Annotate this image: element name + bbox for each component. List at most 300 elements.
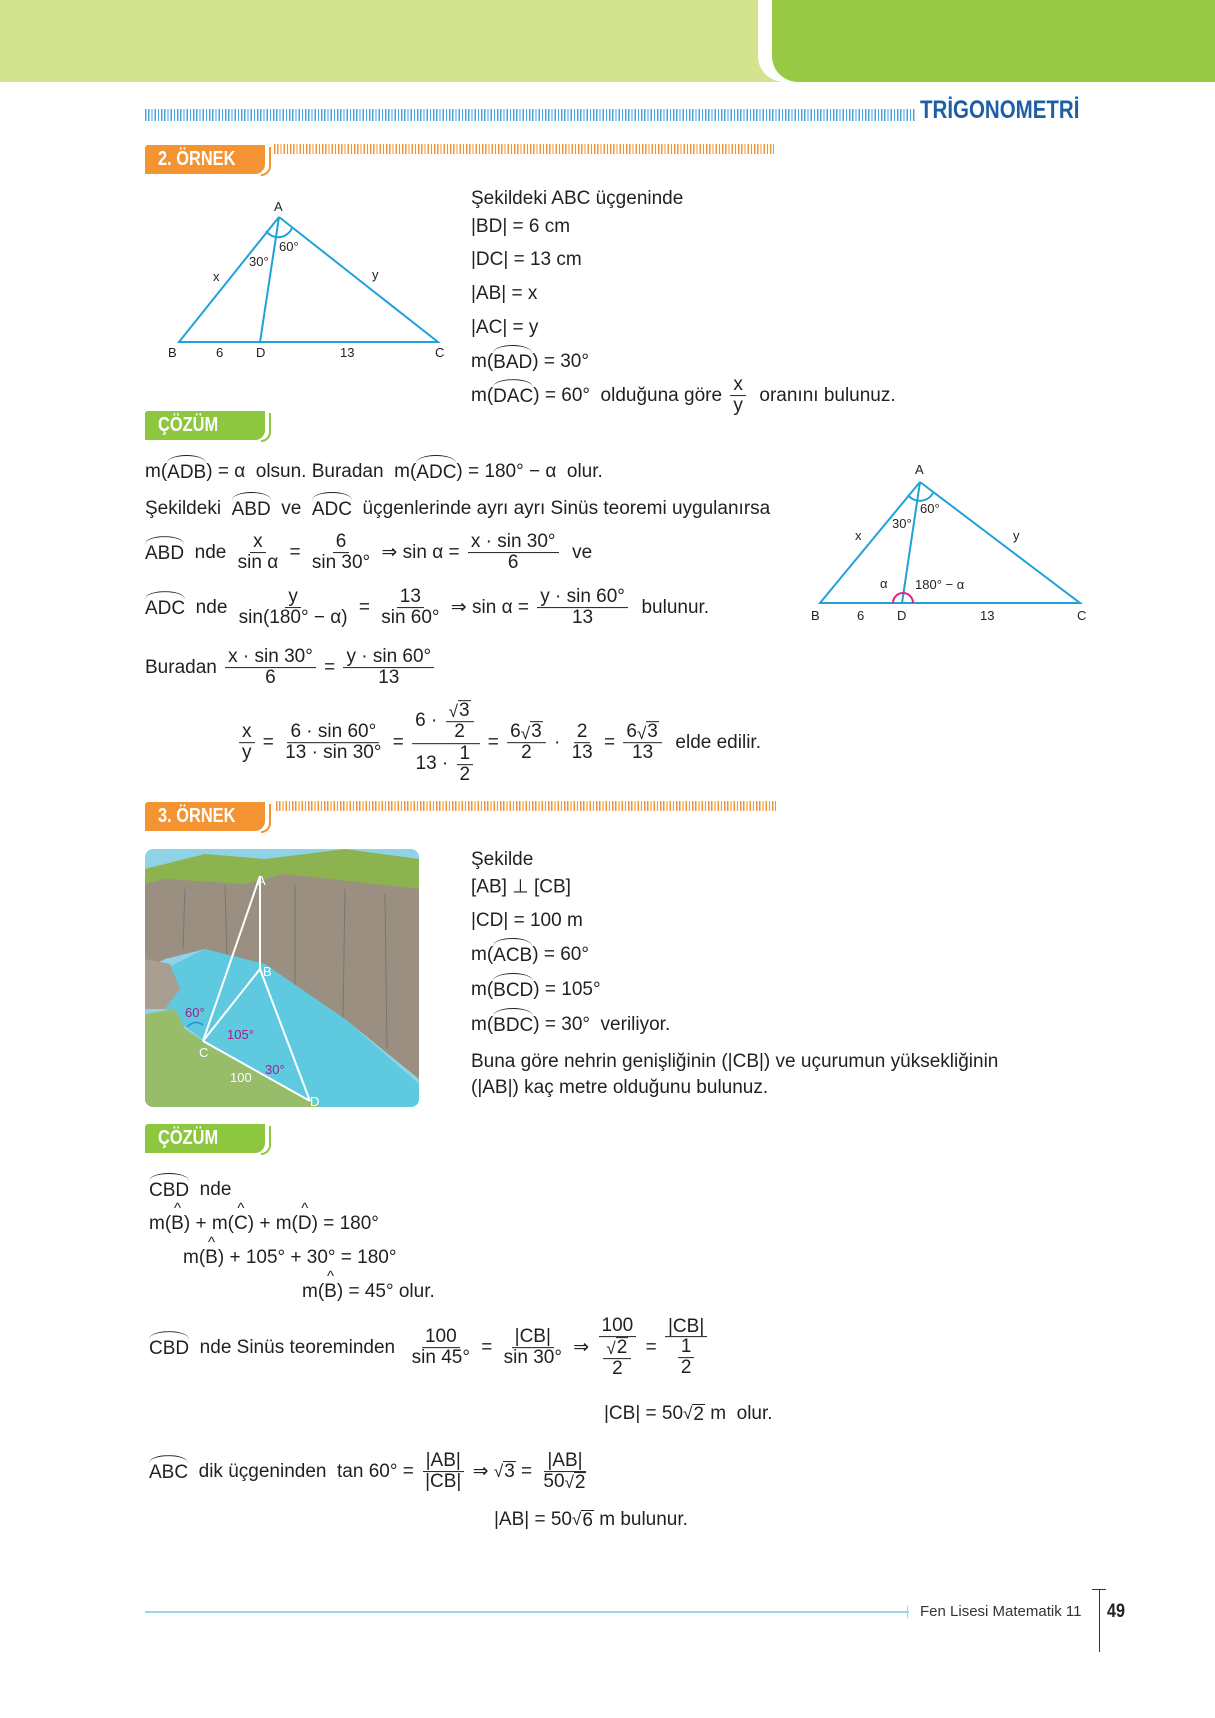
example-3-dotted-rule bbox=[276, 801, 776, 811]
label-bd: 6 bbox=[216, 345, 224, 360]
math-text: elde edilir. bbox=[664, 732, 761, 753]
fraction bbox=[282, 722, 384, 764]
math-text: 6 · sin 60° bbox=[290, 721, 377, 743]
denominator bbox=[629, 744, 656, 765]
label-c: C bbox=[199, 1045, 209, 1060]
math-text: ) = 30° bbox=[532, 351, 589, 372]
label-y: y bbox=[372, 267, 379, 282]
numerator bbox=[287, 722, 379, 743]
label-c: C bbox=[1077, 608, 1087, 623]
denominator bbox=[457, 765, 474, 786]
math-text: |AB| bbox=[425, 1450, 461, 1472]
math-text: ve bbox=[561, 541, 593, 563]
math-text: x bbox=[733, 374, 743, 396]
radicand: 2 bbox=[693, 1403, 704, 1425]
fraction bbox=[537, 587, 628, 629]
label-x: x bbox=[855, 528, 862, 543]
denominator bbox=[239, 743, 255, 764]
angle-arc-notation: ADB bbox=[167, 462, 207, 483]
math-text: Buna göre nehrin genişliğinin (|CB|) ve uçurumun yüksekliğinin bbox=[471, 1051, 999, 1072]
denominator bbox=[672, 1338, 701, 1380]
math-group bbox=[543, 1472, 586, 1493]
denominator bbox=[569, 608, 596, 629]
math-text: m( bbox=[149, 1213, 172, 1234]
math-text: (|AB|) kaç metre olduğunu bulunuz. bbox=[471, 1077, 769, 1098]
header-band-light bbox=[0, 0, 790, 82]
math-text: ) = 60° bbox=[532, 944, 589, 965]
numerator bbox=[730, 375, 746, 396]
numerator bbox=[423, 1451, 464, 1472]
numerator bbox=[457, 744, 474, 765]
angle-hat-notation: ^ C bbox=[234, 1213, 248, 1235]
label-angle-30: 30° bbox=[249, 254, 269, 269]
math-text: x · sin 30° bbox=[470, 531, 556, 553]
angle-hat-notation: ^ D bbox=[298, 1213, 312, 1235]
label-a: A bbox=[257, 873, 266, 888]
math-text: x · sin 30° bbox=[228, 646, 313, 668]
formula-line bbox=[302, 1281, 435, 1303]
label-b: B bbox=[168, 345, 177, 360]
denominator bbox=[378, 608, 442, 629]
denominator bbox=[375, 668, 402, 689]
radicand: 2 bbox=[574, 1472, 586, 1493]
numerator bbox=[574, 722, 591, 743]
math-text: sin 60° bbox=[381, 607, 440, 629]
formula-line bbox=[471, 216, 570, 238]
math-text: dik üçgeninden tan 60° = bbox=[188, 1461, 420, 1482]
math-text: = bbox=[284, 541, 306, 563]
numerator bbox=[412, 700, 479, 744]
label-x: x bbox=[213, 269, 220, 284]
numerator bbox=[678, 1338, 695, 1359]
math-group bbox=[416, 744, 477, 786]
math-text: 13 bbox=[399, 586, 421, 608]
fraction bbox=[603, 1337, 631, 1380]
math-text: m bulunur. bbox=[593, 1509, 688, 1530]
square-root bbox=[606, 1337, 628, 1358]
formula-line bbox=[471, 249, 582, 271]
angle-hat-notation: ^ B bbox=[324, 1281, 337, 1303]
math-text: Şekildeki ABC üçgeninde bbox=[471, 188, 684, 209]
formula-line bbox=[604, 1403, 773, 1425]
numerator bbox=[333, 532, 350, 553]
math-text: 6 bbox=[626, 721, 637, 743]
header-dotted-rule bbox=[145, 109, 915, 121]
math-text: = bbox=[482, 732, 505, 753]
formula-line bbox=[471, 375, 896, 417]
formula-line bbox=[471, 350, 589, 374]
angle-arc-notation: ABD bbox=[231, 499, 271, 520]
numerator bbox=[285, 587, 301, 608]
fraction bbox=[239, 722, 255, 764]
formula-line bbox=[471, 849, 533, 871]
header-band-dark bbox=[772, 0, 1215, 82]
triangle-figure-1 bbox=[160, 195, 460, 365]
math-text: y bbox=[733, 395, 743, 417]
math-text: = bbox=[475, 1336, 498, 1358]
radical-sign: √ bbox=[636, 723, 647, 743]
fraction bbox=[225, 647, 316, 689]
formula-line bbox=[145, 532, 592, 574]
math-text: sin 30° bbox=[503, 1347, 562, 1369]
math-text: |CB| bbox=[668, 1315, 705, 1337]
angle-hat-notation: ^ B bbox=[171, 1213, 184, 1235]
fraction bbox=[236, 587, 351, 629]
radical-sign: √ bbox=[493, 1462, 504, 1482]
math-text: ⇒ bbox=[467, 1461, 494, 1483]
math-text: m( bbox=[145, 461, 168, 482]
radical-sign: √ bbox=[572, 1510, 582, 1530]
math-text: nde bbox=[184, 541, 232, 563]
square-root bbox=[494, 1462, 516, 1483]
fraction bbox=[457, 744, 474, 786]
math-text: = bbox=[353, 596, 376, 618]
chapter-title: TRİGONOMETRİ bbox=[920, 96, 1080, 124]
numerator bbox=[537, 587, 628, 608]
math-text: 6 bbox=[507, 552, 519, 574]
math-text: ) = 105° bbox=[533, 979, 601, 1000]
numerator bbox=[239, 722, 255, 743]
math-text: nde bbox=[189, 1179, 232, 1200]
numerator bbox=[507, 722, 546, 744]
radicand: 3 bbox=[647, 721, 658, 743]
denominator bbox=[501, 1348, 565, 1369]
formula-line bbox=[149, 1213, 379, 1235]
math-text: 6 bbox=[265, 667, 276, 689]
math-text: |CB| bbox=[425, 1471, 462, 1493]
fraction bbox=[597, 1316, 637, 1380]
math-text: = bbox=[598, 732, 621, 753]
math-text: ) + 105° + 30° = 180° bbox=[217, 1247, 397, 1268]
math-text: m( bbox=[302, 1281, 325, 1302]
radical-sign: √ bbox=[520, 723, 531, 743]
math-text: Şekilde bbox=[471, 849, 534, 870]
label-bd: 6 bbox=[857, 608, 865, 623]
label-angle-105: 105° bbox=[227, 1027, 254, 1042]
angle-arc-notation: DAC bbox=[493, 385, 534, 407]
math-text: |AC| = y bbox=[471, 317, 539, 338]
numerator bbox=[446, 700, 474, 722]
math-text: 2 bbox=[612, 1357, 623, 1379]
math-text: ⇒ sin α = bbox=[445, 597, 535, 619]
page-number: 49 bbox=[1107, 1601, 1125, 1622]
label-angle-30: 30° bbox=[265, 1062, 285, 1077]
fraction bbox=[343, 647, 434, 689]
numerator bbox=[250, 532, 266, 553]
math-text: m( bbox=[471, 944, 494, 965]
formula-line bbox=[471, 317, 538, 339]
formula-line bbox=[145, 647, 437, 689]
math-text: y · sin 60° bbox=[540, 586, 625, 608]
formula-line bbox=[471, 978, 601, 1002]
formula-line bbox=[471, 1013, 670, 1037]
fraction bbox=[665, 1317, 707, 1380]
fraction bbox=[468, 532, 559, 574]
numerator bbox=[603, 1337, 631, 1359]
fraction bbox=[235, 532, 282, 574]
formula-line bbox=[471, 876, 571, 899]
angle-arc-notation: ABC bbox=[149, 1462, 189, 1483]
fraction bbox=[730, 375, 746, 417]
radicand: 6 bbox=[582, 1509, 593, 1531]
angle-arc-notation: CBD bbox=[149, 1180, 190, 1201]
math-text: ⇒ bbox=[567, 1337, 595, 1359]
angle-arc-notation: BDC bbox=[493, 1015, 534, 1036]
formula-line bbox=[471, 283, 537, 305]
fraction bbox=[623, 722, 662, 765]
label-c: C bbox=[435, 345, 445, 360]
math-text: 13 bbox=[378, 667, 400, 689]
numerator bbox=[422, 1327, 460, 1348]
math-text: |CB| bbox=[514, 1326, 551, 1348]
math-text: 13 · sin 30° bbox=[285, 742, 382, 764]
angle-arc-notation: ADC bbox=[145, 597, 186, 619]
denominator bbox=[409, 1348, 473, 1369]
formula-line bbox=[149, 1451, 592, 1493]
radicand: 3 bbox=[531, 721, 542, 743]
square-root bbox=[521, 722, 543, 743]
math-text: m( bbox=[471, 351, 494, 372]
label-a: A bbox=[915, 462, 924, 477]
fraction bbox=[540, 1451, 589, 1493]
math-text: ve bbox=[270, 498, 312, 519]
math-text: x bbox=[253, 531, 263, 553]
label-d: D bbox=[310, 1094, 320, 1107]
math-text: 6 bbox=[335, 531, 347, 553]
math-text: 100 bbox=[424, 1326, 457, 1348]
label-dc: 13 bbox=[340, 345, 355, 360]
angle-arc-notation: ABD bbox=[145, 542, 185, 564]
math-text: sin 30° bbox=[311, 552, 371, 574]
solution-3-badge: ÇÖZÜM bbox=[145, 1124, 265, 1153]
math-text: nde Sinüs teoreminden bbox=[189, 1336, 406, 1358]
formula-line bbox=[145, 460, 603, 484]
formula-line bbox=[183, 1247, 396, 1269]
math-text: = bbox=[257, 732, 280, 753]
denominator bbox=[413, 744, 480, 786]
denominator bbox=[422, 1472, 464, 1493]
math-text: Şekildeki bbox=[145, 498, 232, 519]
angle-arc-notation: BCD bbox=[493, 980, 534, 1001]
numerator bbox=[225, 647, 316, 668]
math-text: 13 bbox=[571, 607, 594, 629]
radicand: 2 bbox=[616, 1337, 628, 1359]
formula-line bbox=[471, 188, 683, 210]
math-text: 6 bbox=[510, 721, 521, 743]
math-text: |DC| = 13 cm bbox=[471, 249, 582, 270]
math-text: ) + m( bbox=[183, 1213, 234, 1234]
math-text: bulunur. bbox=[630, 596, 710, 618]
numerator bbox=[599, 1316, 637, 1337]
math-text: y · sin 60° bbox=[346, 646, 432, 668]
math-text: [AB] ⊥ [CB] bbox=[471, 876, 571, 898]
denominator bbox=[505, 553, 522, 574]
fraction bbox=[569, 722, 596, 764]
math-text: 2 bbox=[576, 721, 588, 743]
math-text: = bbox=[318, 656, 341, 678]
math-text: |AB| = 50 bbox=[494, 1509, 573, 1530]
math-text: ⇒ sin α = bbox=[376, 542, 465, 564]
label-d: D bbox=[256, 345, 266, 360]
formula-line bbox=[471, 1077, 768, 1099]
denominator bbox=[451, 722, 468, 743]
formula-line bbox=[145, 497, 770, 521]
angle-arc-notation: ADC bbox=[311, 499, 352, 520]
label-angle-60: 60° bbox=[185, 1005, 205, 1020]
footer-rule bbox=[145, 1611, 909, 1613]
denominator bbox=[609, 1359, 626, 1380]
formula-line bbox=[494, 1509, 688, 1531]
square-root bbox=[683, 1404, 705, 1425]
label-angle-30: 30° bbox=[892, 516, 912, 531]
denominator bbox=[518, 744, 535, 765]
denominator bbox=[309, 553, 373, 574]
angle-arc-notation: ADC bbox=[416, 462, 457, 483]
label-b: B bbox=[811, 608, 820, 623]
label-d: D bbox=[897, 608, 907, 623]
label-y: y bbox=[1013, 528, 1020, 543]
fraction bbox=[409, 1327, 473, 1369]
fraction bbox=[309, 532, 373, 574]
denominator bbox=[597, 1337, 637, 1380]
math-text: ) + m( bbox=[247, 1213, 298, 1234]
angle-hat-notation: ^ B bbox=[205, 1247, 218, 1269]
math-text: 2 bbox=[521, 742, 532, 764]
label-180-minus-alpha: 180° − α bbox=[915, 577, 965, 592]
angle-arc-notation: CBD bbox=[149, 1337, 190, 1359]
angle-arc-notation: BAD bbox=[493, 352, 533, 373]
numerator bbox=[665, 1317, 707, 1338]
math-text: m olur. bbox=[704, 1403, 773, 1424]
fraction bbox=[507, 722, 546, 765]
label-angle-60: 60° bbox=[279, 239, 299, 254]
math-text: x bbox=[242, 721, 252, 743]
denominator bbox=[678, 1358, 695, 1379]
math-text: 2 bbox=[459, 763, 471, 785]
radical-sign: √ bbox=[448, 702, 458, 722]
math-text: = bbox=[515, 1461, 538, 1482]
fraction bbox=[678, 1338, 695, 1380]
math-text: Buradan bbox=[145, 656, 223, 678]
math-text: ) = 180° bbox=[311, 1213, 379, 1234]
angle-arc-notation: ACB bbox=[493, 945, 533, 966]
numerator bbox=[397, 587, 424, 608]
math-text: m( bbox=[471, 1014, 494, 1035]
numerator bbox=[623, 722, 662, 744]
formula-line bbox=[145, 587, 709, 629]
math-text: 13 bbox=[632, 742, 654, 764]
math-group bbox=[415, 700, 476, 743]
river-cliff-picture bbox=[145, 849, 419, 1107]
denominator bbox=[282, 743, 384, 764]
square-root bbox=[637, 722, 659, 743]
math-text: oranını bulunuz. bbox=[748, 384, 896, 406]
math-text: ) = α olsun. Buradan m( bbox=[206, 461, 417, 482]
math-text: |CB| = 50 bbox=[604, 1403, 684, 1424]
solution-2-badge: ÇÖZÜM bbox=[145, 411, 265, 440]
math-text: m( bbox=[471, 384, 494, 406]
math-text: |AB| = x bbox=[471, 283, 538, 304]
fraction bbox=[412, 700, 479, 786]
radicand: 3 bbox=[504, 1461, 515, 1483]
formula-line bbox=[149, 1316, 710, 1380]
math-text: 1 bbox=[459, 743, 471, 764]
math-text: ) = 180° − α olur. bbox=[456, 461, 603, 482]
denominator bbox=[236, 608, 351, 629]
label-b: B bbox=[263, 964, 272, 979]
math-text: y bbox=[288, 586, 298, 608]
math-text: üçgenlerinde ayrı ayrı Sinüs teoremi uygulanırsa bbox=[352, 498, 771, 519]
denominator bbox=[730, 396, 746, 417]
math-text: y bbox=[242, 742, 252, 764]
example-2-dotted-rule bbox=[274, 144, 774, 154]
square-root bbox=[572, 1510, 594, 1531]
example-2-badge: 2. ÖRNEK bbox=[145, 145, 265, 174]
triangle-figure-2 bbox=[805, 460, 1105, 625]
math-text: 13 · bbox=[415, 753, 454, 775]
fraction bbox=[378, 587, 442, 629]
square-root bbox=[565, 1472, 587, 1493]
math-text: m( bbox=[183, 1247, 206, 1268]
numerator bbox=[512, 1327, 554, 1348]
numerator bbox=[544, 1451, 585, 1472]
footer-rule-tick bbox=[907, 1606, 908, 1618]
label-angle-60: 60° bbox=[920, 501, 940, 516]
math-text: 2 bbox=[680, 1357, 692, 1379]
math-text: · bbox=[548, 732, 566, 753]
page-number-divider bbox=[1099, 1589, 1100, 1652]
radicand: 3 bbox=[458, 700, 470, 722]
example-3-badge: 3. ÖRNEK bbox=[145, 802, 265, 831]
formula-line bbox=[471, 943, 589, 967]
math-text: sin 45° bbox=[411, 1347, 470, 1369]
label-dc: 13 bbox=[980, 608, 995, 623]
math-text: 13 bbox=[571, 742, 593, 764]
denominator bbox=[540, 1472, 589, 1493]
math-text: = bbox=[387, 732, 410, 753]
math-text: sin(180° − α) bbox=[238, 607, 348, 629]
math-text: |AB| bbox=[547, 1450, 583, 1472]
math-text: 2 bbox=[454, 721, 465, 743]
math-text: ) = 30° veriliyor. bbox=[533, 1014, 671, 1035]
math-text: sin α bbox=[237, 552, 279, 574]
label-alpha: α bbox=[880, 576, 888, 591]
label-cd-100: 100 bbox=[230, 1070, 252, 1085]
formula-line bbox=[471, 910, 583, 932]
radical-sign: √ bbox=[564, 1473, 574, 1493]
fraction bbox=[446, 700, 474, 743]
math-text: 100 bbox=[601, 1315, 634, 1337]
page-number-divider-top bbox=[1092, 1589, 1106, 1590]
denominator bbox=[569, 743, 596, 764]
math-text: 50 bbox=[543, 1471, 565, 1493]
math-text: |CD| = 100 m bbox=[471, 910, 583, 931]
book-title: Fen Lisesi Matematik 11 bbox=[920, 1603, 1082, 1620]
fraction bbox=[422, 1451, 464, 1493]
numerator bbox=[343, 647, 434, 668]
radical-sign: √ bbox=[606, 1339, 616, 1359]
denominator bbox=[235, 553, 282, 574]
denominator bbox=[262, 668, 279, 689]
math-text: 1 bbox=[680, 1336, 692, 1358]
math-text: ) = 60° olduğuna göre bbox=[533, 384, 728, 406]
math-group bbox=[626, 722, 659, 743]
math-text: m( bbox=[471, 979, 494, 1000]
numerator bbox=[468, 532, 559, 553]
formula-line bbox=[471, 1051, 998, 1073]
math-text: ) = 45° olur. bbox=[336, 1281, 435, 1302]
math-text: nde bbox=[185, 596, 233, 618]
